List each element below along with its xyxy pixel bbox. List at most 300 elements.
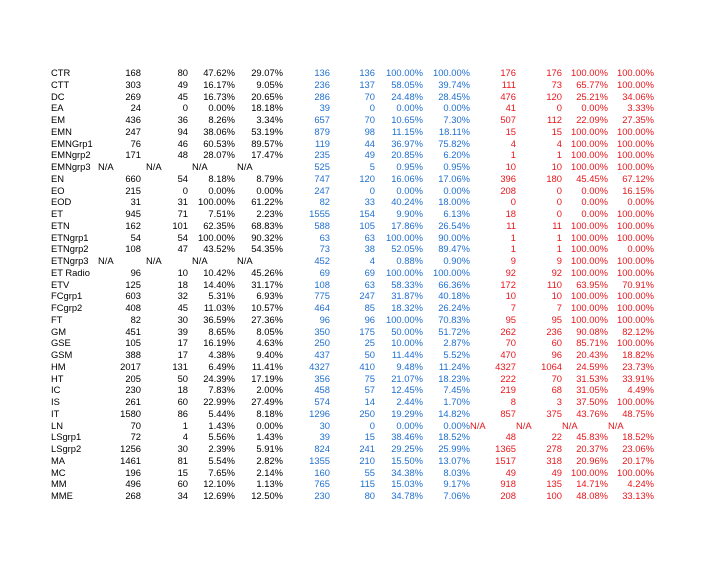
- g3-cell: 63.95%: [576, 278, 608, 290]
- row-label: ETNgrp2: [51, 243, 89, 255]
- g1-cell: 1256: [120, 443, 141, 454]
- row-label: ET Radio: [51, 266, 90, 278]
- row-label: EMNGrp1: [51, 137, 93, 149]
- g1-na-cell: N/A: [192, 255, 208, 266]
- table-row: [51, 467, 671, 479]
- row-label: EO: [51, 184, 65, 196]
- g2-cell: 11.15%: [391, 125, 423, 137]
- g2-cell: 66.36%: [438, 278, 470, 290]
- g1-cell: 408: [125, 302, 141, 313]
- g2-cell: 0.00%: [396, 102, 423, 114]
- g2-cell: 63: [364, 231, 375, 243]
- g2-cell: 82: [319, 196, 330, 208]
- row-label: LN: [51, 419, 63, 431]
- table-row: [51, 114, 671, 126]
- g1-cell: 451: [125, 325, 141, 337]
- g3-cell: 15: [551, 125, 562, 137]
- g3-cell: 20.37%: [576, 443, 608, 454]
- g2-cell: 15: [364, 431, 375, 443]
- row-label: EOD: [51, 196, 72, 208]
- table-row: [51, 102, 671, 114]
- row-label: HT: [51, 372, 64, 384]
- g2-cell: 14: [364, 396, 375, 407]
- row-label: EMNgrp2: [51, 149, 91, 161]
- g2-cell: 0.90%: [443, 255, 470, 266]
- g1-cell: 31: [130, 196, 141, 208]
- row-label: DC: [51, 90, 65, 102]
- row-label: MM: [51, 478, 67, 490]
- g3-cell: 100.00%: [616, 208, 654, 219]
- g3-cell: 18: [505, 208, 516, 219]
- g2-cell: 38: [364, 243, 375, 255]
- g2-cell: 250: [314, 337, 330, 349]
- g2-cell: 34.78%: [391, 490, 423, 501]
- g3-cell: 396: [500, 172, 516, 184]
- g1-cell: 54: [177, 231, 188, 243]
- g3-cell: 100.00%: [616, 290, 654, 302]
- table-row: [51, 79, 671, 91]
- g3-cell: 278: [546, 443, 562, 454]
- g1-cell: 86: [177, 407, 188, 419]
- g3-cell: 100.00%: [570, 67, 608, 78]
- g2-cell: 8.03%: [443, 466, 470, 478]
- g1-cell: 9.05%: [256, 78, 283, 90]
- g2-cell: 21.07%: [391, 372, 423, 384]
- g1-cell: 496: [125, 478, 141, 490]
- g1-cell: 4.63%: [256, 337, 283, 349]
- g1-cell: 28.07%: [203, 149, 235, 161]
- g3-cell: 1: [510, 231, 516, 243]
- row-label: LSgrp1: [51, 431, 82, 443]
- g2-cell: 0.95%: [443, 161, 470, 172]
- g3-cell: 22: [551, 431, 562, 443]
- g3-cell: 3: [556, 396, 562, 407]
- g1-cell: 0.00%: [208, 184, 235, 196]
- g2-cell: 50: [364, 349, 375, 360]
- row-label: EMNgrp3: [51, 161, 91, 172]
- g1-cell: 100.00%: [197, 196, 235, 208]
- g3-cell: 31.53%: [576, 372, 608, 384]
- g2-cell: 0.88%: [396, 255, 423, 266]
- g2-cell: 0.00%: [443, 419, 470, 431]
- g3-cell: 31.05%: [576, 384, 608, 396]
- g2-cell: 18.32%: [391, 302, 423, 313]
- g1-cell: 660: [125, 172, 141, 184]
- g1-cell: 5.44%: [208, 407, 235, 419]
- row-label: CTR: [51, 67, 71, 78]
- g1-cell: 12.50%: [251, 490, 283, 501]
- g1-na-cell: N/A: [98, 161, 114, 172]
- g3-cell: 37.50%: [576, 396, 608, 407]
- table-row: [51, 373, 671, 385]
- g2-cell: 0: [369, 419, 375, 431]
- g3-cell: 15: [505, 125, 516, 137]
- g2-cell: 100.00%: [432, 67, 470, 78]
- g3-cell: 100.00%: [616, 231, 654, 243]
- g2-cell: 7.30%: [443, 114, 470, 125]
- g1-cell: 268: [125, 490, 141, 501]
- g2-cell: 136: [314, 67, 330, 78]
- g2-cell: 0.00%: [443, 184, 470, 196]
- g1-cell: 81: [177, 454, 188, 466]
- g2-cell: 80: [364, 490, 375, 501]
- g3-cell: 1: [556, 231, 562, 243]
- table-row: [51, 314, 671, 326]
- g1-cell: 7.51%: [208, 208, 235, 219]
- g3-cell: 100.00%: [570, 266, 608, 278]
- g2-cell: 25.99%: [438, 443, 470, 454]
- row-label: ETNgrp1: [51, 231, 89, 243]
- table-row: [51, 208, 671, 220]
- g1-cell: 8.79%: [256, 172, 283, 184]
- g2-cell: 1555: [309, 208, 330, 219]
- g1-cell: 1.43%: [256, 431, 283, 443]
- g2-cell: 15.50%: [391, 454, 423, 466]
- g3-cell: 23.73%: [622, 360, 654, 372]
- g2-cell: 464: [314, 302, 330, 313]
- g2-cell: 247: [359, 290, 375, 302]
- g3-cell: 208: [500, 184, 516, 196]
- g1-cell: 388: [125, 349, 141, 360]
- row-label: FCgrp1: [51, 290, 83, 302]
- g3-cell: 95: [551, 313, 562, 325]
- g1-cell: 30: [177, 443, 188, 454]
- g1-cell: 100.00%: [197, 231, 235, 243]
- g3-cell: 9: [510, 255, 516, 266]
- g1-cell: 47.62%: [203, 67, 235, 78]
- g3-cell: 0.00%: [581, 184, 608, 196]
- g3-cell: 18.82%: [622, 349, 654, 360]
- g3-cell: 100.00%: [616, 313, 654, 325]
- g3-cell: 3.33%: [627, 102, 654, 114]
- g3-cell: 23.06%: [622, 443, 654, 454]
- g1-cell: 70: [130, 419, 141, 431]
- g2-cell: 58.33%: [391, 278, 423, 290]
- row-label: ETV: [51, 278, 70, 290]
- g1-cell: 96: [130, 266, 141, 278]
- g3-na-cell: N/A: [562, 419, 578, 431]
- g3-cell: 41: [505, 102, 516, 114]
- g2-cell: 51.72%: [438, 325, 470, 337]
- g2-cell: 100.00%: [385, 231, 423, 243]
- g1-cell: 14.40%: [203, 278, 235, 290]
- g1-cell: 60.53%: [203, 137, 235, 149]
- g2-cell: 230: [314, 490, 330, 501]
- g3-cell: 1: [556, 149, 562, 161]
- g1-cell: 205: [125, 372, 141, 384]
- g1-cell: 0.00%: [256, 184, 283, 196]
- g2-cell: 36.97%: [391, 137, 423, 149]
- g1-cell: 47: [177, 243, 188, 255]
- g2-cell: 17.86%: [391, 219, 423, 231]
- row-label: ETN: [51, 219, 70, 231]
- row-label: ETNgrp3: [51, 255, 89, 266]
- g1-cell: 71: [177, 208, 188, 219]
- g2-cell: 1355: [309, 454, 330, 466]
- g2-cell: 136: [359, 67, 375, 78]
- g2-cell: 52.05%: [391, 243, 423, 255]
- g2-cell: 14.82%: [438, 407, 470, 419]
- g3-cell: 918: [500, 478, 516, 490]
- g1-cell: 5.54%: [208, 454, 235, 466]
- g3-cell: 48.75%: [622, 407, 654, 419]
- g1-cell: 603: [125, 290, 141, 302]
- g1-cell: 0.00%: [208, 102, 235, 114]
- g1-cell: 22.99%: [203, 396, 235, 407]
- g3-cell: 100.00%: [570, 161, 608, 172]
- g3-cell: 100.00%: [570, 290, 608, 302]
- g1-cell: 31: [177, 196, 188, 208]
- g1-na-cell: N/A: [146, 161, 162, 172]
- row-label: FT: [51, 313, 63, 325]
- g1-cell: 27.49%: [251, 396, 283, 407]
- g2-cell: 70: [364, 114, 375, 125]
- g1-cell: 18: [177, 278, 188, 290]
- g1-cell: 215: [125, 184, 141, 196]
- g2-cell: 73: [319, 243, 330, 255]
- g2-cell: 28.45%: [438, 90, 470, 102]
- g1-na-cell: N/A: [98, 255, 114, 266]
- g3-cell: 1: [510, 243, 516, 255]
- table-row: [51, 279, 671, 291]
- g3-cell: 0.00%: [581, 196, 608, 208]
- g3-cell: 68: [551, 384, 562, 396]
- table-row: [51, 478, 671, 490]
- g2-cell: 588: [314, 219, 330, 231]
- g3-cell: 100.00%: [570, 125, 608, 137]
- g1-cell: 12.10%: [203, 478, 235, 490]
- g1-cell: 62.35%: [203, 219, 235, 231]
- g2-cell: 100.00%: [385, 266, 423, 278]
- g1-cell: 0.00%: [256, 419, 283, 431]
- table-row: [51, 67, 671, 79]
- g1-cell: 1580: [120, 407, 141, 419]
- g3-cell: 11: [552, 219, 562, 231]
- table-row: [51, 196, 671, 208]
- g1-cell: 247: [125, 125, 141, 137]
- g2-cell: 6.20%: [443, 149, 470, 161]
- g3-cell: 0: [556, 184, 562, 196]
- g3-cell: 33.91%: [622, 372, 654, 384]
- g1-cell: 38.06%: [203, 125, 235, 137]
- g2-cell: 137: [359, 78, 375, 90]
- g2-cell: 96: [319, 313, 330, 325]
- g2-cell: 775: [314, 290, 330, 302]
- g2-cell: 24.48%: [391, 90, 423, 102]
- table-row: [51, 126, 671, 138]
- g1-cell: 125: [125, 278, 141, 290]
- row-label: GSE: [51, 337, 71, 349]
- g3-cell: 10: [551, 290, 562, 302]
- g2-cell: 11.24%: [438, 360, 470, 372]
- g2-cell: 247: [314, 184, 330, 196]
- g3-cell: 85.71%: [576, 337, 608, 349]
- g1-cell: 105: [125, 337, 141, 349]
- row-label: IC: [51, 384, 61, 396]
- g3-cell: 172: [500, 278, 516, 290]
- table-row: [51, 408, 671, 420]
- g3-cell: 100.00%: [570, 302, 608, 313]
- g1-cell: 11.41%: [251, 360, 283, 372]
- g2-cell: 69: [364, 266, 375, 278]
- g1-cell: 45.26%: [251, 266, 283, 278]
- g3-cell: 100.00%: [570, 466, 608, 478]
- g2-cell: 100.00%: [385, 67, 423, 78]
- g2-cell: 105: [359, 219, 375, 231]
- table-row: [51, 302, 671, 314]
- g3-cell: 1: [556, 243, 562, 255]
- g1-cell: 6.49%: [208, 360, 235, 372]
- g2-cell: 69: [319, 266, 330, 278]
- g3-cell: 100.00%: [570, 231, 608, 243]
- g3-cell: 857: [500, 407, 516, 419]
- g1-cell: 68.83%: [251, 219, 283, 231]
- row-label: EM: [51, 114, 66, 125]
- table-row: [51, 431, 671, 443]
- g1-na-cell: N/A: [237, 161, 253, 172]
- g3-cell: 0: [556, 208, 562, 219]
- g1-cell: 0: [182, 102, 188, 114]
- table-row: [51, 361, 671, 373]
- g2-cell: 29.25%: [391, 443, 423, 454]
- g1-cell: 10.57%: [251, 302, 283, 313]
- g1-cell: 3.34%: [256, 114, 283, 125]
- g2-cell: 9.48%: [396, 360, 423, 372]
- g1-cell: 36.59%: [203, 313, 235, 325]
- table-row: [51, 290, 671, 302]
- g3-cell: 24.59%: [576, 360, 608, 372]
- g3-cell: 0: [510, 196, 516, 208]
- g1-cell: 131: [172, 360, 188, 372]
- g3-cell: 219: [500, 384, 516, 396]
- g1-cell: 11.03%: [203, 302, 235, 313]
- g2-cell: 0.00%: [396, 184, 423, 196]
- g1-cell: 27.36%: [251, 313, 283, 325]
- g3-cell: 43.76%: [576, 407, 608, 419]
- g3-cell: 4.24%: [627, 478, 654, 490]
- table-row: [51, 349, 671, 361]
- g1-cell: 32: [177, 290, 188, 302]
- g3-cell: 73: [551, 78, 562, 90]
- g2-cell: 40.18%: [438, 290, 470, 302]
- g2-cell: 0: [369, 184, 375, 196]
- g2-cell: 13.07%: [438, 454, 470, 466]
- g2-cell: 55: [364, 466, 375, 478]
- g3-cell: 90.08%: [576, 325, 608, 337]
- table-row: [51, 161, 671, 173]
- g1-cell: 5.91%: [256, 443, 283, 454]
- g3-cell: 34.06%: [622, 90, 654, 102]
- g2-cell: 250: [359, 407, 375, 419]
- g2-cell: 26.24%: [438, 302, 470, 313]
- g2-cell: 50.00%: [391, 325, 423, 337]
- g2-cell: 5.52%: [443, 349, 470, 360]
- table-row: [51, 490, 671, 502]
- g2-cell: 7.06%: [443, 490, 470, 501]
- row-label: GM: [51, 325, 67, 337]
- g2-cell: 63: [319, 231, 330, 243]
- g3-na-cell: N/A: [470, 419, 486, 431]
- table-row: [51, 420, 671, 432]
- g2-cell: 17.06%: [438, 172, 470, 184]
- g1-cell: 54.35%: [251, 243, 283, 255]
- g1-cell: 8.18%: [256, 407, 283, 419]
- row-label: IS: [51, 396, 60, 407]
- g1-cell: 303: [125, 78, 141, 90]
- g2-cell: 236: [314, 78, 330, 90]
- g3-cell: 20.17%: [622, 454, 654, 466]
- g1-cell: 60: [177, 478, 188, 490]
- g2-cell: 18.00%: [438, 196, 470, 208]
- g1-cell: 230: [125, 384, 141, 396]
- g1-cell: 1461: [120, 454, 141, 466]
- g2-cell: 100.00%: [385, 313, 423, 325]
- g2-cell: 154: [359, 208, 375, 219]
- g1-cell: 17.19%: [251, 372, 283, 384]
- table-row: [51, 443, 671, 455]
- g1-na-cell: N/A: [237, 255, 253, 266]
- g3-cell: 100.00%: [570, 243, 608, 255]
- row-label: IT: [51, 407, 60, 419]
- table-row: [51, 185, 671, 197]
- g1-cell: 108: [125, 243, 141, 255]
- g2-cell: 25: [364, 337, 375, 349]
- g3-cell: 262: [500, 325, 516, 337]
- g3-cell: 67.12%: [622, 172, 654, 184]
- g3-cell: 48.08%: [576, 490, 608, 501]
- g3-cell: 70: [551, 372, 562, 384]
- g2-cell: 44: [364, 137, 375, 149]
- g1-cell: 50: [177, 372, 188, 384]
- g1-cell: 16.73%: [203, 90, 235, 102]
- g3-na-cell: N/A: [608, 419, 624, 431]
- g3-cell: 100.00%: [570, 219, 608, 231]
- g1-cell: 6.93%: [256, 290, 283, 302]
- g3-cell: 176: [546, 67, 562, 78]
- g2-cell: 241: [359, 443, 375, 454]
- g1-cell: 8.18%: [208, 172, 235, 184]
- g2-cell: 7.45%: [443, 384, 470, 396]
- g3-cell: 45.45%: [576, 172, 608, 184]
- g2-cell: 15.03%: [391, 478, 423, 490]
- g3-cell: 0.00%: [581, 102, 608, 114]
- g3-cell: 222: [500, 372, 516, 384]
- g2-cell: 57: [364, 384, 375, 396]
- g2-cell: 2.87%: [443, 337, 470, 349]
- g1-na-cell: N/A: [146, 255, 162, 266]
- g1-cell: 8.65%: [208, 325, 235, 337]
- g3-cell: 48: [505, 431, 516, 443]
- g3-cell: 208: [500, 490, 516, 501]
- g2-cell: 9.90%: [396, 208, 423, 219]
- g2-cell: 39: [319, 102, 330, 114]
- g3-cell: 7: [556, 302, 562, 313]
- g2-cell: 120: [359, 172, 375, 184]
- g2-cell: 452: [314, 255, 330, 266]
- g2-cell: 657: [314, 114, 330, 125]
- g2-cell: 20.85%: [391, 149, 423, 161]
- g3-cell: 100.00%: [616, 78, 654, 90]
- g3-cell: 111: [501, 78, 516, 90]
- table-row: [51, 267, 671, 279]
- g1-cell: 8.26%: [208, 114, 235, 125]
- g3-cell: 70: [505, 337, 516, 349]
- g2-cell: 16.06%: [391, 172, 423, 184]
- g2-cell: 31.87%: [391, 290, 423, 302]
- table-row: [51, 138, 671, 150]
- row-label: EMN: [51, 125, 72, 137]
- g3-cell: 4327: [495, 360, 516, 372]
